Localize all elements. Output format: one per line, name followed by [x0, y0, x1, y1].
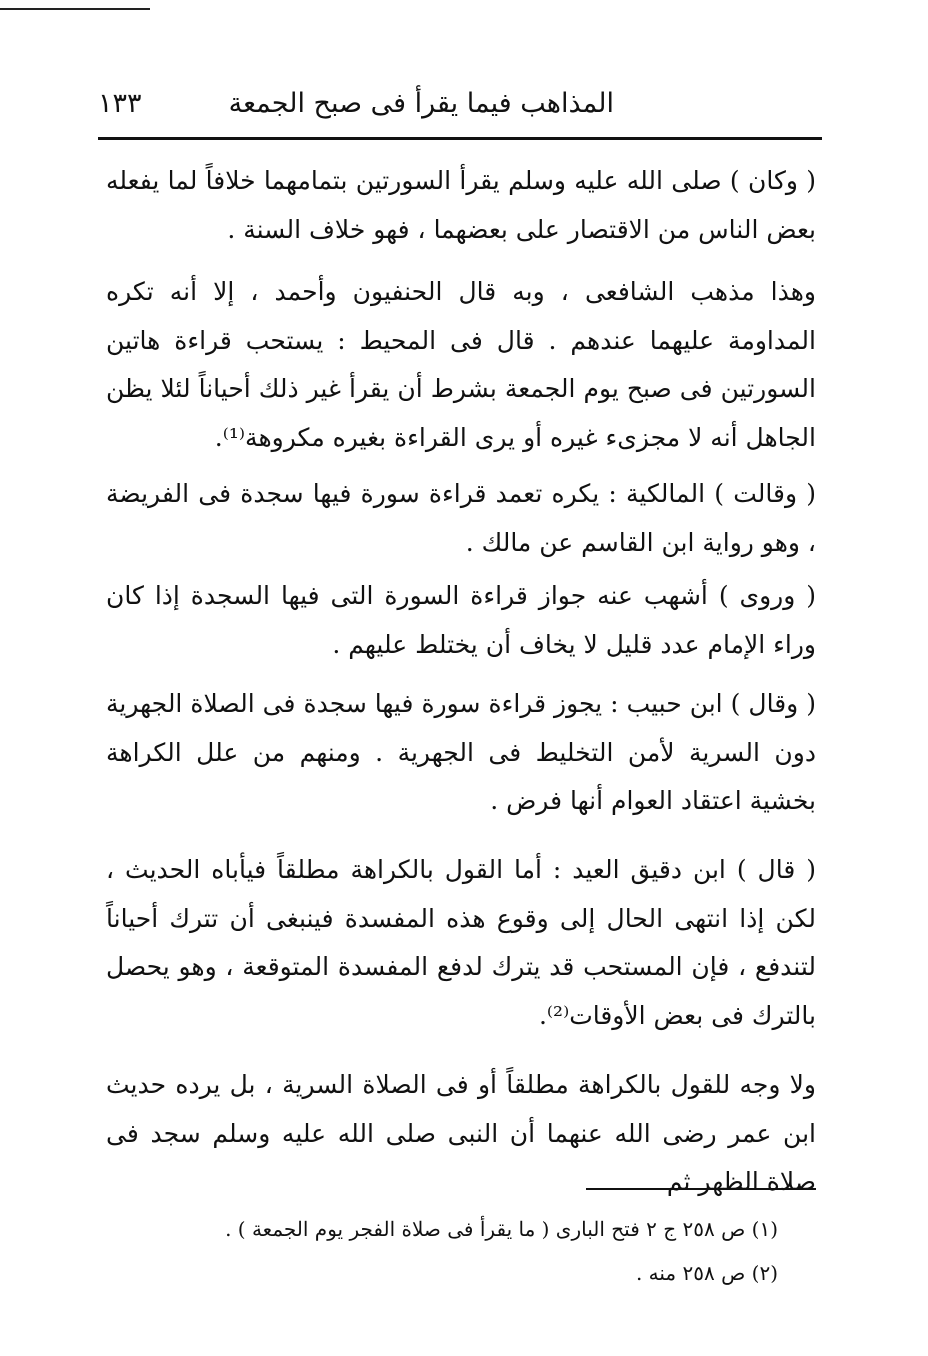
- footnote-1: (١) ص ٢٥٨ ج ٢ فتح البارى ( ما يقرأ فى صلاة الفجر يوم الجمعة ) .: [225, 1217, 778, 1241]
- paragraph-4: ( وروى ) أشهب عنه جواز قراءة السورة التى فيها السجدة إذا كان وراء الإمام عدد قليل لا يخاف أن يختلط عليهم .: [106, 581, 816, 659]
- page-header: [98, 82, 822, 126]
- paragraph-7: ولا وجه للقول بالكراهة مطلقاً أو فى الصلاة السرية ، بل يرده حديث ابن عمر رضى الله عنهما أن النبى صلى الله عليه وسلم سجد فى صلاة الظهر ثم: [106, 1070, 816, 1196]
- paragraph-3: ( وقالت ) المالكية : يكره تعمد قراءة سورة فيها سجدة فى الفريضة ، وهو رواية ابن القاسم عن مالك .: [106, 479, 816, 557]
- header-rule: [98, 137, 822, 140]
- paragraph-5: ( وقال ) ابن حبيب : يجوز قراءة سورة فيها سجدة فى الصلاة الجهرية دون السرية لأمن التخليط فى الجهرية . ومنهم من علل الكراهة بخشية اعتقاد العوام أنها فرض .: [106, 689, 816, 815]
- running-title: المذاهب فيما يقرأ فى صبح الجمعة: [228, 88, 614, 119]
- paragraph-1: ( وكان ) صلى الله عليه وسلم يقرأ السورتين بتمامهما خلافاً لما يفعله بعض الناس من الاقتصار على بعضهما ، فهو خلاف السنة .: [106, 166, 816, 244]
- footnote-rule: [586, 1188, 816, 1190]
- paragraph-6: ( قال ) ابن دقيق العيد : أما القول بالكراهة مطلقاً فيأباه الحديث ، لكن إذا انتهى الحال إلى وقوع هذه المفسدة فينبغى أن تترك أحياناً لتندفع ، فإن المستحب قد يترك لدفع المفسدة المتوقعة ، وهو يحصل بالترك فى بعض الأوقات⁽²⁾.: [106, 855, 816, 1030]
- top-edge-rule: [0, 8, 150, 10]
- footnote-2: (٢) ص ٢٥٨ منه .: [635, 1261, 778, 1285]
- page-number: ١٣٣: [98, 88, 142, 119]
- paragraph-2: وهذا مذهب الشافعى ، وبه قال الحنفيون وأحمد ، إلا أنه تكره المداومة عليهما عندهم . قال فى المحيط : يستحب قراءة هاتين السورتين فى صبح يوم الجمعة بشرط أن يقرأ غير ذلك أحياناً لئلا يظن الجاهل أنه لا مجزىء غيره أو يرى القراءة بغيره مكروهة⁽¹⁾.: [106, 277, 816, 452]
